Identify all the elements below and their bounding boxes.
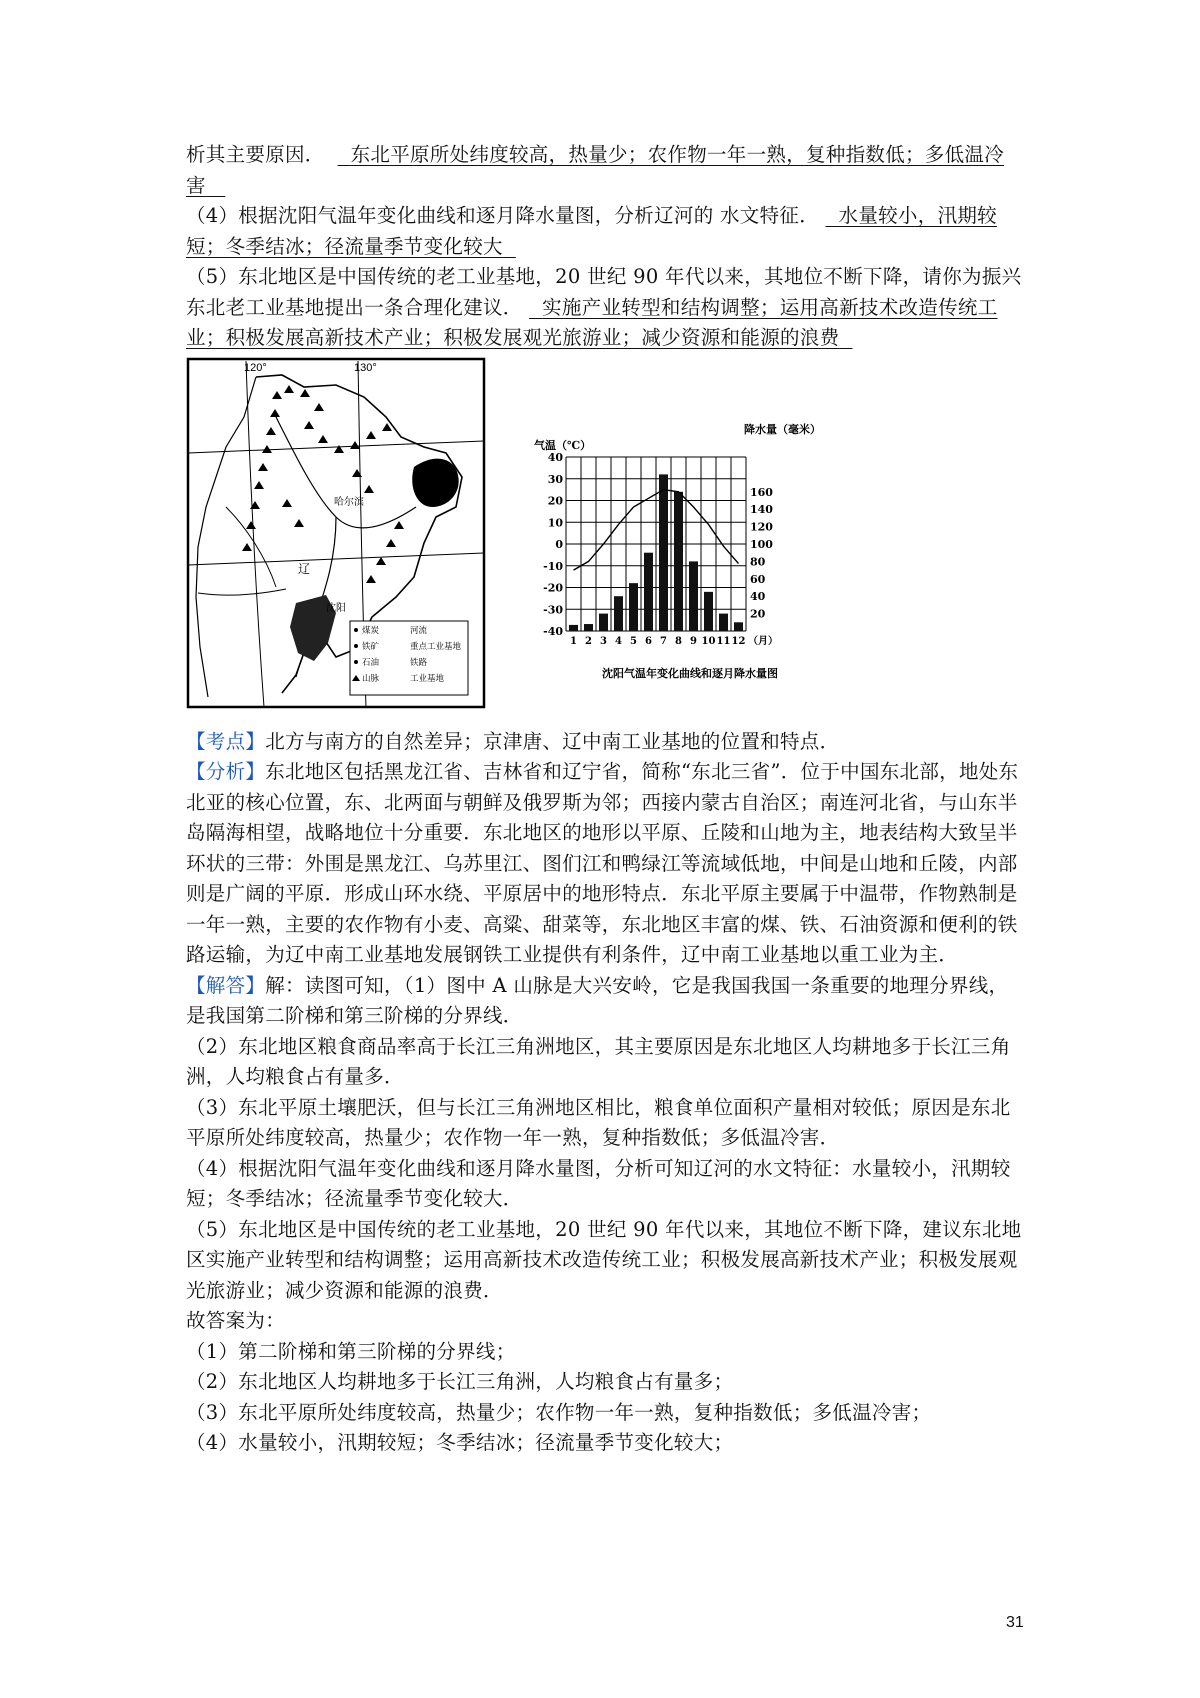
left-tick-label: -30 [543, 602, 563, 616]
svg-text:石油: 石油 [362, 657, 380, 668]
right-tick-label: 80 [750, 554, 766, 568]
month-tick-label: 7 [660, 635, 667, 647]
jieda-tag: 【解答】 [186, 973, 266, 997]
question-text: （4）根据沈阳气温年变化曲线和逐月降水量图，分析辽河的 水文特征． [186, 204, 820, 227]
precipitation-bar [659, 474, 668, 631]
answer-underlined: 水量较小，汛期较短；冬季结冰；径流量季节变化较大 [186, 204, 997, 258]
jieda-item: （4）根据沈阳气温年变化曲线和逐月降水量图，分析可知辽河的水文特征：水量较小，汛期较短；冬季结冰；径流量季节变化较大． [186, 1156, 1011, 1210]
fenxi-section [186, 757, 1026, 971]
answer-intro: 故答案为： [186, 1309, 286, 1332]
month-tick-label: 8 [675, 635, 682, 647]
chart-caption: 沈阳气温年变化曲线和逐月降水量图 [602, 666, 778, 679]
precipitation-bar [644, 552, 653, 630]
jieda-item: （3）东北平原土壤肥沃，但与长江三角洲地区相比，粮食单位面积产量相对较低；原因是东北平原所处纬度较高，热量少；农作物一年一熟，复种指数低；多低温冷害． [186, 1095, 1011, 1149]
month-tick-label: 10 [701, 635, 716, 647]
right-tick-label: 40 [750, 589, 766, 603]
jieda-section [186, 971, 1026, 1032]
precipitation-bar [614, 596, 623, 631]
fenxi-tag: 【分析】 [186, 760, 266, 783]
month-tick-label: 3 [600, 635, 607, 647]
svg-text:河流: 河流 [410, 625, 428, 636]
precipitation-bar [584, 624, 593, 631]
figure [186, 357, 1026, 713]
left-tick-label: -10 [543, 559, 563, 573]
month-tick-label: 12 [731, 635, 746, 647]
precipitation-bar [734, 622, 743, 631]
left-tick-label: -40 [543, 624, 563, 638]
paragraph-4-question [186, 201, 1026, 262]
question-text: （5）东北地区是中国传统的老工业基地，20 世纪 90 年代以来，其地位不断下降，请你为振兴东北老工业基地提出一条合理化建议． [186, 265, 1022, 319]
northeast-china-map [186, 357, 486, 709]
answer-item: （1）第二阶梯和第三阶梯的分界线； [186, 1339, 516, 1363]
paragraph-5-question [186, 262, 1026, 354]
svg-text:铁路: 铁路 [410, 657, 428, 668]
question-text: 析其主要原因． [186, 143, 325, 166]
city-label: 沈阳 [326, 602, 346, 614]
month-tick-label: 5 [630, 635, 637, 647]
month-tick-label: 11 [716, 635, 731, 647]
right-tick-label: 160 [750, 485, 773, 499]
answer-item: （3）东北平原所处纬度较高，热量少；农作物一年一熟，复种指数低；多低温冷害； [186, 1400, 932, 1424]
page-number: 31 [1006, 1614, 1024, 1631]
shenyang-climate-chart [530, 417, 850, 679]
precipitation-bar [719, 613, 728, 630]
left-tick-label: 20 [547, 494, 563, 507]
river-label: 辽 [298, 561, 311, 576]
svg-text:铁矿: 铁矿 [362, 641, 380, 652]
document-page [186, 140, 1026, 1459]
right-tick-label: 140 [750, 502, 773, 516]
right-axis-title: 降水量（毫米） [744, 422, 821, 436]
right-tick-label: 100 [750, 537, 773, 551]
right-tick-label: 120 [750, 520, 773, 534]
jieda-item: （5）东北地区是中国传统的老工业基地，20 世纪 90 年代以来，其地位不断下降，建议东北地区实施产业转型和结构调整；运用高新技术改造传统工业；积极发展高新技术产业；积极发展观光旅游业；减少资源和能源的浪费． [186, 1217, 1022, 1302]
month-tick-label: 2 [585, 635, 592, 647]
jieda-item: （2）东北地区粮食商品率高于长江三角洲地区，其主要原因是东北地区人均耕地多于长江三角洲，人均粮食占有量多． [186, 1034, 1011, 1088]
answer-underlined: 东北平原所处纬度较高，热量少；农作物一年一熟，复种指数低；多低温冷害 [186, 143, 1005, 197]
x-unit-label: （月） [748, 635, 778, 647]
precipitation-bar [629, 583, 638, 631]
map-lon-label: 120° [244, 361, 267, 374]
jieda-text: 解：读图可知，（1）图中 A 山脉是大兴安岭，它是我国我国一条重要的地理分界线，是我国第二阶梯和第三阶梯的分界线． [186, 973, 1009, 1027]
precipitation-bar [704, 591, 713, 630]
left-tick-label: 10 [547, 515, 563, 529]
kaodian-tag: 【考点】 [186, 729, 266, 753]
left-tick-label: 0 [555, 537, 563, 551]
right-tick-label: 20 [750, 607, 766, 621]
answer-item: （2）东北地区人均耕地多于长江三角洲，人均粮食占有量多； [186, 1370, 734, 1393]
month-tick-label: 6 [645, 635, 652, 647]
paragraph-3-reason [186, 140, 1026, 201]
month-tick-label: 9 [690, 635, 697, 647]
svg-text:煤炭: 煤炭 [362, 625, 380, 636]
precipitation-bar [674, 491, 683, 630]
month-tick-label: 1 [570, 635, 577, 647]
left-axis-title: 气温（℃） [534, 438, 592, 452]
map-lon-label: 130° [354, 361, 377, 374]
svg-text:工业基地: 工业基地 [410, 673, 445, 684]
svg-text:重点工业基地: 重点工业基地 [410, 641, 462, 652]
map-legend [350, 621, 468, 695]
kaodian-section [186, 727, 1026, 758]
precipitation-bar [689, 561, 698, 631]
svg-text:山脉: 山脉 [362, 673, 380, 684]
city-label: 哈尔滨 [334, 496, 364, 508]
month-tick-label: 4 [615, 635, 622, 647]
left-tick-label: -20 [543, 581, 563, 594]
answer-item: （4）水量较小，汛期较短；冬季结冰；径流量季节变化较大； [186, 1431, 734, 1454]
left-tick-label: 40 [547, 450, 563, 464]
precipitation-bar [599, 613, 608, 630]
kaodian-text: 北方与南方的自然差异；京津唐、辽中南工业基地的位置和特点． [265, 729, 840, 753]
left-tick-label: 30 [547, 472, 563, 486]
right-tick-label: 60 [750, 572, 766, 586]
fenxi-text: 东北地区包括黑龙江省、吉林省和辽宁省，简称“东北三省”．位于中国东北部，地处东北亚的核心位置，东、北两面与朝鲜及俄罗斯为邻；西接内蒙古自治区；南连河北省，与山东半岛隔海相望，战略地位十分重要．东北地区的地形以平原、丘陵和山地为主，地表结构大致呈半环状的三带：外围是黑龙江、乌苏里江、图们江和鸭绿江等流域低地，中间是山地和丘陵，内部则是广阔的平原．形成山环水绕、平原居中的地形特点．东北平原主要属于中温带，作物熟制是一年一熟，主要的农作物有小麦、高粱、甜菜等，东北地区丰富的煤、铁、石油资源和便利的铁路运输，为辽中南工业基地发展钢铁工业提供有利条件，辽中南工业基地以重工业为主． [186, 760, 1019, 966]
precipitation-bar [569, 624, 578, 630]
answer-underlined: 实施产业转型和结构调整；运用高新技术改造传统工业；积极发展高新技术产业；积极发展观光旅游业；减少资源和能源的浪费 [186, 295, 998, 349]
